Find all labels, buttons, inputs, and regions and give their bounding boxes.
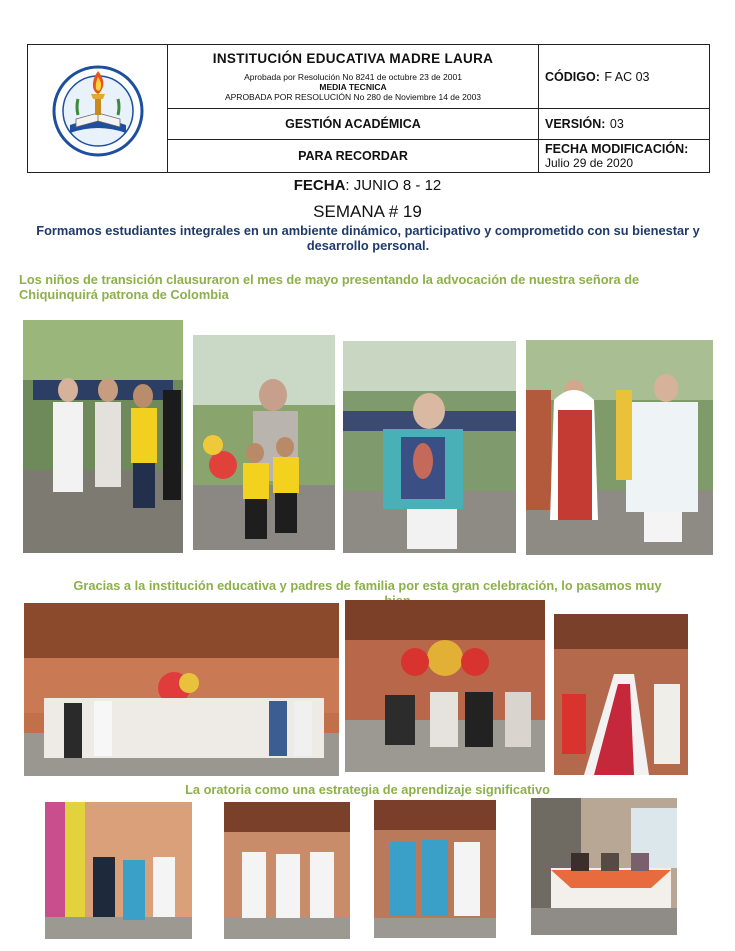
gestion-cell: GESTIÓN ACADÉMICA <box>168 109 539 140</box>
fecha-line <box>0 177 735 194</box>
mission-statement: Formamos estudiantes integrales en un ambiente dinámico, participativo y comprometido con su bienestar y desarrollo personal. <box>36 223 700 253</box>
version-cell <box>539 109 710 140</box>
photo-oratory-2 <box>224 802 350 939</box>
media-tecnica: MEDIA TECNICA <box>319 82 387 92</box>
section2-line1: Gracias a la institución educativa y padres de familia por esta gran celebración, lo pasamos muy <box>73 578 662 593</box>
fecha-value: : JUNIO 8 - 12 <box>345 177 442 194</box>
fecha-mod-cell <box>539 140 710 173</box>
codigo-label: CÓDIGO: <box>545 69 600 84</box>
photo-girl-holding-image <box>343 341 516 553</box>
fecha-label: FECHA <box>293 177 346 194</box>
section1-heading: Los niños de transición clausuraron el mes de mayo presentando la advocación de nuestra señora de Chiquinquirá patrona de Colombia <box>19 272 640 302</box>
photo-group-celebration <box>24 603 339 776</box>
resolution-2: APROBADA POR RESOLUCIÓN No 280 de Noviembre 14 de 2003 <box>224 92 482 102</box>
photo-banquet-table <box>554 614 688 775</box>
fecha-mod-value: Julio 29 de 2020 <box>545 156 634 170</box>
photo-parents-balloons <box>345 600 545 772</box>
resolution-1: Aprobada por Resolución No 8241 de octubre 23 de 2001 <box>244 72 462 82</box>
semana-title: SEMANA # 19 <box>313 202 422 221</box>
version-value: 03 <box>609 117 624 131</box>
codigo-value: F AC 03 <box>604 69 650 84</box>
photo-virgin-costumes <box>526 340 713 555</box>
document-header <box>27 44 710 173</box>
section3-heading: La oratoria como una estrategia de aprendizaje significativo <box>185 782 550 797</box>
photo-children-costumes-1 <box>23 320 183 553</box>
logo-cell <box>28 45 168 173</box>
school-logo-icon <box>48 59 148 159</box>
fecha-mod-label: FECHA MODIFICACIÓN: <box>545 142 689 156</box>
para-recordar-cell: PARA RECORDAR <box>168 140 539 173</box>
version-label: VERSIÓN: <box>545 117 606 131</box>
photo-jury-table <box>531 798 677 935</box>
photo-two-boys-teacher <box>193 335 335 550</box>
codigo-cell <box>539 45 710 109</box>
institution-cell <box>168 45 539 109</box>
institution-name: INSTITUCIÓN EDUCATIVA MADRE LAURA <box>212 51 494 66</box>
photo-oratory-3 <box>374 800 496 938</box>
photo-oratory-1 <box>45 802 192 939</box>
